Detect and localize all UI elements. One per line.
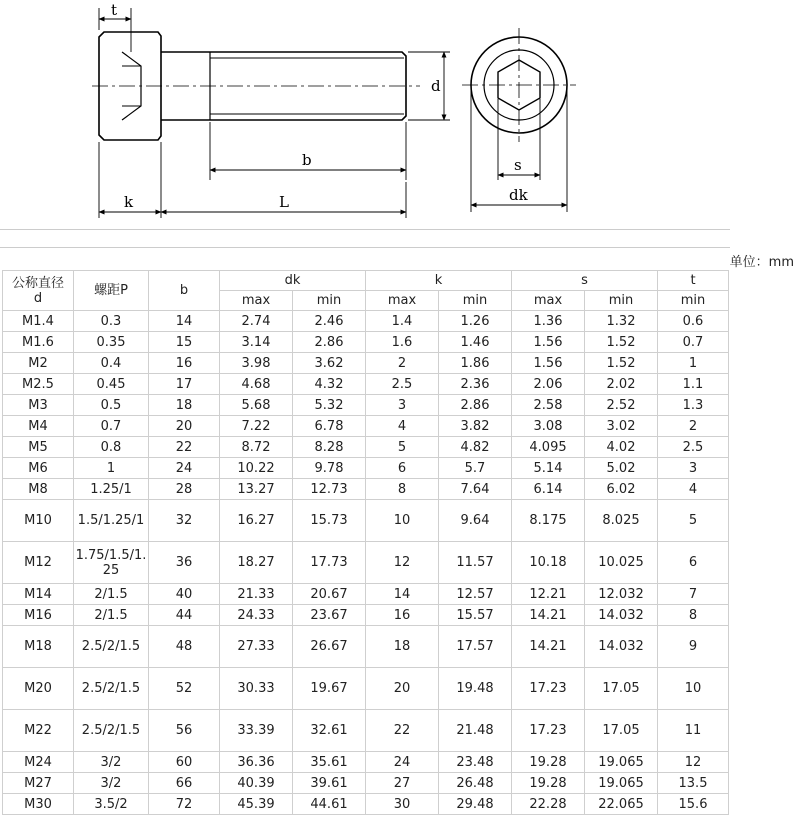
cell-t-min: 6: [658, 542, 729, 584]
cell-dk-min: 4.32: [293, 374, 366, 395]
cell-t-min: 9: [658, 626, 729, 668]
header-max: max: [512, 291, 585, 311]
cell-k-max: 2: [366, 353, 439, 374]
cell-k-min: 3.82: [439, 416, 512, 437]
cell-t-min: 1.3: [658, 395, 729, 416]
cell-k-max: 14: [366, 584, 439, 605]
cell-dk-max: 16.27: [220, 500, 293, 542]
cell-k-max: 22: [366, 710, 439, 752]
cell-t-min: 8: [658, 605, 729, 626]
cell-k-min: 1.86: [439, 353, 512, 374]
cell-s-max: 22.28: [512, 794, 585, 815]
cell-b: 16: [149, 353, 220, 374]
cell-b: 17: [149, 374, 220, 395]
cell-s-max: 19.28: [512, 752, 585, 773]
table-row: [3, 332, 729, 353]
cell-pitch: 0.3: [74, 311, 149, 332]
cell-pitch: 2/1.5: [74, 605, 149, 626]
cell-k-min: 23.48: [439, 752, 512, 773]
cell-k-min: 19.48: [439, 668, 512, 710]
table-row: [3, 437, 729, 458]
header-min: min: [658, 291, 729, 311]
cell-dk-min: 12.73: [293, 479, 366, 500]
cell-dk-min: 39.61: [293, 773, 366, 794]
cell-dk-min: 44.61: [293, 794, 366, 815]
cell-size: M14: [3, 584, 74, 605]
table-row: [3, 752, 729, 773]
table-row: [3, 311, 729, 332]
cell-size: M20: [3, 668, 74, 710]
table-row: [3, 626, 729, 668]
cell-t-min: 13.5: [658, 773, 729, 794]
header-min: min: [439, 291, 512, 311]
cell-dk-max: 4.68: [220, 374, 293, 395]
cell-dk-min: 6.78: [293, 416, 366, 437]
cell-size: M8: [3, 479, 74, 500]
cell-b: 72: [149, 794, 220, 815]
cell-s-max: 10.18: [512, 542, 585, 584]
cell-b: 52: [149, 668, 220, 710]
cell-k-min: 2.86: [439, 395, 512, 416]
cell-s-max: 2.06: [512, 374, 585, 395]
cell-k-min: 11.57: [439, 542, 512, 584]
cell-dk-max: 33.39: [220, 710, 293, 752]
bolt-drawing: [0, 0, 800, 232]
cell-b: 48: [149, 626, 220, 668]
label-k: k: [124, 193, 134, 211]
cell-t-min: 2: [658, 416, 729, 437]
table-row: [3, 794, 729, 815]
cell-dk-max: 21.33: [220, 584, 293, 605]
cell-s-min: 22.065: [585, 794, 658, 815]
header-pitch: 螺距P: [74, 271, 149, 311]
cell-b: 24: [149, 458, 220, 479]
cell-dk-max: 2.74: [220, 311, 293, 332]
cell-k-min: 1.26: [439, 311, 512, 332]
cell-s-min: 8.025: [585, 500, 658, 542]
cell-k-min: 29.48: [439, 794, 512, 815]
cell-t-min: 7: [658, 584, 729, 605]
cell-s-max: 1.56: [512, 332, 585, 353]
cell-k-min: 12.57: [439, 584, 512, 605]
divider: [0, 247, 730, 248]
header-nominal: 公称直径 d: [3, 271, 74, 311]
cell-pitch: 1.75/1.5/1.25: [74, 542, 149, 584]
cell-dk-min: 23.67: [293, 605, 366, 626]
cell-b: 14: [149, 311, 220, 332]
cell-s-min: 19.065: [585, 773, 658, 794]
cell-s-min: 17.05: [585, 668, 658, 710]
cell-dk-min: 9.78: [293, 458, 366, 479]
cell-t-min: 0.6: [658, 311, 729, 332]
cell-s-min: 1.32: [585, 311, 658, 332]
cell-size: M10: [3, 500, 74, 542]
cell-size: M27: [3, 773, 74, 794]
cell-s-min: 5.02: [585, 458, 658, 479]
cell-dk-min: 20.67: [293, 584, 366, 605]
cell-k-min: 15.57: [439, 605, 512, 626]
cell-dk-max: 36.36: [220, 752, 293, 773]
header-min: min: [293, 291, 366, 311]
cell-t-min: 10: [658, 668, 729, 710]
cell-t-min: 2.5: [658, 437, 729, 458]
cell-b: 36: [149, 542, 220, 584]
cell-s-max: 1.36: [512, 311, 585, 332]
header-max: max: [220, 291, 293, 311]
cell-dk-min: 19.67: [293, 668, 366, 710]
cell-pitch: 3.5/2: [74, 794, 149, 815]
cell-t-min: 1: [658, 353, 729, 374]
cell-t-min: 0.7: [658, 332, 729, 353]
cell-dk-min: 3.62: [293, 353, 366, 374]
cell-dk-max: 5.68: [220, 395, 293, 416]
label-b: b: [302, 151, 312, 169]
cell-size: M6: [3, 458, 74, 479]
cell-k-max: 8: [366, 479, 439, 500]
divider: [0, 229, 730, 230]
cell-k-min: 21.48: [439, 710, 512, 752]
cell-s-max: 14.21: [512, 626, 585, 668]
cell-size: M18: [3, 626, 74, 668]
label-d: d: [431, 77, 441, 95]
cell-k-max: 12: [366, 542, 439, 584]
table-body: [3, 311, 729, 815]
cell-b: 56: [149, 710, 220, 752]
table-row: [3, 500, 729, 542]
cell-b: 20: [149, 416, 220, 437]
cell-b: 44: [149, 605, 220, 626]
cell-pitch: 1.5/1.25/1: [74, 500, 149, 542]
label-t: t: [111, 1, 118, 19]
cell-s-max: 3.08: [512, 416, 585, 437]
cell-k-max: 30: [366, 794, 439, 815]
cell-dk-max: 18.27: [220, 542, 293, 584]
cell-s-max: 1.56: [512, 353, 585, 374]
cell-k-max: 6: [366, 458, 439, 479]
cell-size: M2: [3, 353, 74, 374]
table-row: [3, 416, 729, 437]
cell-pitch: 2/1.5: [74, 584, 149, 605]
cell-pitch: 0.7: [74, 416, 149, 437]
table-row: [3, 395, 729, 416]
header-k: k: [366, 271, 512, 291]
cell-dk-min: 35.61: [293, 752, 366, 773]
cell-t-min: 1.1: [658, 374, 729, 395]
cell-pitch: 0.5: [74, 395, 149, 416]
table-row: [3, 584, 729, 605]
table-row: [3, 710, 729, 752]
cell-s-max: 4.095: [512, 437, 585, 458]
cell-k-max: 3: [366, 395, 439, 416]
cell-s-max: 2.58: [512, 395, 585, 416]
header-dk: dk: [220, 271, 366, 291]
cell-s-min: 10.025: [585, 542, 658, 584]
cell-pitch: 0.45: [74, 374, 149, 395]
cell-dk-max: 7.22: [220, 416, 293, 437]
cell-k-min: 26.48: [439, 773, 512, 794]
table-row: [3, 458, 729, 479]
cell-size: M24: [3, 752, 74, 773]
cell-t-min: 11: [658, 710, 729, 752]
table-row: [3, 353, 729, 374]
cell-dk-max: 8.72: [220, 437, 293, 458]
cell-pitch: 1.25/1: [74, 479, 149, 500]
spec-table: [2, 270, 729, 815]
cell-dk-max: 40.39: [220, 773, 293, 794]
cell-s-max: 12.21: [512, 584, 585, 605]
cell-k-max: 10: [366, 500, 439, 542]
cell-k-max: 1.6: [366, 332, 439, 353]
header-s: s: [512, 271, 658, 291]
cell-t-min: 4: [658, 479, 729, 500]
cell-pitch: 2.5/2/1.5: [74, 668, 149, 710]
unit-label: 单位：mm: [729, 255, 794, 270]
cell-s-max: 5.14: [512, 458, 585, 479]
cell-pitch: 3/2: [74, 773, 149, 794]
cell-dk-min: 15.73: [293, 500, 366, 542]
label-dk: dk: [509, 186, 528, 204]
cell-pitch: 0.35: [74, 332, 149, 353]
cell-t-min: 5: [658, 500, 729, 542]
cell-k-max: 4: [366, 416, 439, 437]
cell-b: 15: [149, 332, 220, 353]
cell-s-min: 2.52: [585, 395, 658, 416]
cell-size: M1.6: [3, 332, 74, 353]
cell-s-min: 14.032: [585, 626, 658, 668]
cell-s-min: 6.02: [585, 479, 658, 500]
cell-b: 60: [149, 752, 220, 773]
cell-k-max: 20: [366, 668, 439, 710]
cell-size: M22: [3, 710, 74, 752]
cell-dk-min: 8.28: [293, 437, 366, 458]
cell-dk-max: 24.33: [220, 605, 293, 626]
cell-dk-min: 17.73: [293, 542, 366, 584]
cell-s-max: 8.175: [512, 500, 585, 542]
cell-k-min: 5.7: [439, 458, 512, 479]
cell-dk-min: 5.32: [293, 395, 366, 416]
cell-s-max: 14.21: [512, 605, 585, 626]
cell-s-min: 17.05: [585, 710, 658, 752]
table-row: [3, 374, 729, 395]
label-L: L: [279, 193, 289, 211]
label-s: s: [514, 156, 522, 174]
cell-dk-max: 10.22: [220, 458, 293, 479]
header-max: max: [366, 291, 439, 311]
cell-s-min: 12.032: [585, 584, 658, 605]
cell-dk-max: 3.14: [220, 332, 293, 353]
cell-k-max: 16: [366, 605, 439, 626]
cell-size: M1.4: [3, 311, 74, 332]
cell-s-min: 1.52: [585, 353, 658, 374]
cell-dk-max: 30.33: [220, 668, 293, 710]
cell-s-min: 2.02: [585, 374, 658, 395]
table-row: [3, 773, 729, 794]
cell-size: M16: [3, 605, 74, 626]
cell-t-min: 15.6: [658, 794, 729, 815]
cell-b: 32: [149, 500, 220, 542]
cell-dk-min: 2.86: [293, 332, 366, 353]
cell-k-max: 24: [366, 752, 439, 773]
cell-s-max: 19.28: [512, 773, 585, 794]
cell-s-min: 1.52: [585, 332, 658, 353]
cell-size: M2.5: [3, 374, 74, 395]
cell-size: M5: [3, 437, 74, 458]
cell-k-max: 2.5: [366, 374, 439, 395]
cell-size: M12: [3, 542, 74, 584]
table-row: [3, 668, 729, 710]
header-b: b: [149, 271, 220, 311]
cell-dk-max: 3.98: [220, 353, 293, 374]
cell-pitch: 2.5/2/1.5: [74, 710, 149, 752]
cell-k-min: 7.64: [439, 479, 512, 500]
header-min: min: [585, 291, 658, 311]
cell-b: 40: [149, 584, 220, 605]
cell-dk-min: 2.46: [293, 311, 366, 332]
cell-dk-max: 45.39: [220, 794, 293, 815]
cell-s-min: 4.02: [585, 437, 658, 458]
cell-dk-max: 13.27: [220, 479, 293, 500]
cell-k-min: 2.36: [439, 374, 512, 395]
cell-pitch: 0.8: [74, 437, 149, 458]
cell-s-max: 6.14: [512, 479, 585, 500]
cell-k-max: 5: [366, 437, 439, 458]
cell-pitch: 3/2: [74, 752, 149, 773]
cell-s-min: 19.065: [585, 752, 658, 773]
cell-k-min: 17.57: [439, 626, 512, 668]
table-row: [3, 605, 729, 626]
cell-s-max: 17.23: [512, 668, 585, 710]
cell-k-min: 4.82: [439, 437, 512, 458]
cell-k-max: 1.4: [366, 311, 439, 332]
table-row: [3, 542, 729, 584]
cell-k-max: 18: [366, 626, 439, 668]
cell-b: 22: [149, 437, 220, 458]
cell-size: M30: [3, 794, 74, 815]
cell-dk-min: 26.67: [293, 626, 366, 668]
cell-size: M4: [3, 416, 74, 437]
cell-dk-min: 32.61: [293, 710, 366, 752]
cell-s-max: 17.23: [512, 710, 585, 752]
cell-b: 28: [149, 479, 220, 500]
cell-b: 66: [149, 773, 220, 794]
cell-s-min: 3.02: [585, 416, 658, 437]
table-row: [3, 479, 729, 500]
cell-b: 18: [149, 395, 220, 416]
cell-k-max: 27: [366, 773, 439, 794]
cell-t-min: 12: [658, 752, 729, 773]
cell-pitch: 0.4: [74, 353, 149, 374]
cell-k-min: 9.64: [439, 500, 512, 542]
cell-k-min: 1.46: [439, 332, 512, 353]
cell-pitch: 1: [74, 458, 149, 479]
cell-t-min: 3: [658, 458, 729, 479]
header-t: t: [658, 271, 729, 291]
cell-pitch: 2.5/2/1.5: [74, 626, 149, 668]
cell-dk-max: 27.33: [220, 626, 293, 668]
cell-s-min: 14.032: [585, 605, 658, 626]
cell-size: M3: [3, 395, 74, 416]
